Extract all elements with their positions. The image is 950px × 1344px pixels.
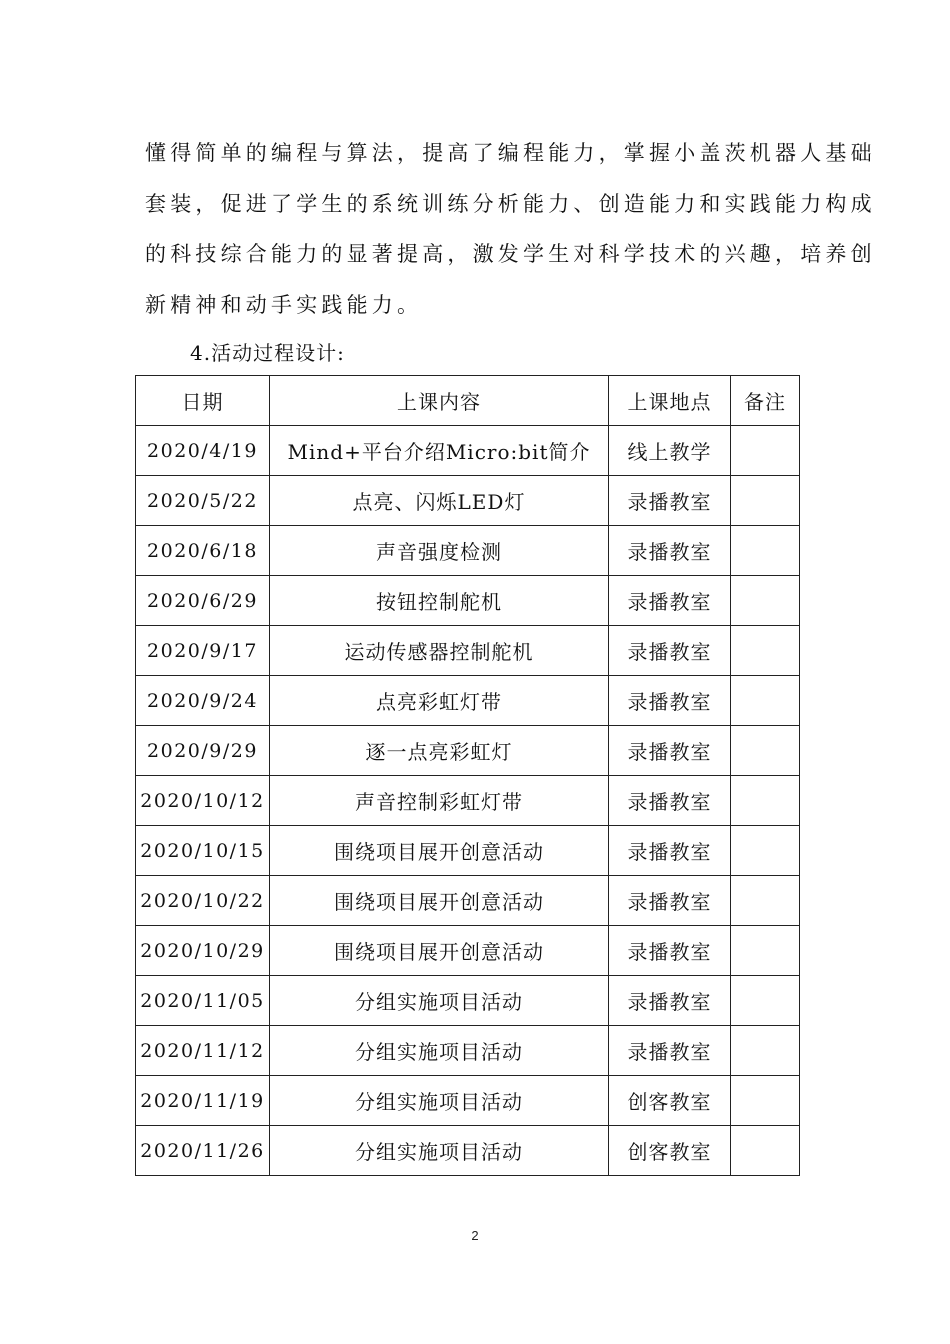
- cell-location: 录播教室: [609, 726, 731, 776]
- cell-content: Mind+平台介绍Micro:bit简介: [270, 426, 609, 476]
- table-row: [136, 1126, 800, 1176]
- cell-note: [731, 576, 800, 626]
- cell-note: [731, 726, 800, 776]
- cell-date: 2020/6/29: [136, 576, 270, 626]
- cell-content: 围绕项目展开创意活动: [270, 926, 609, 976]
- body-paragraph: [145, 128, 876, 330]
- cell-location: 线上教学: [609, 426, 731, 476]
- table-row: [136, 776, 800, 826]
- paragraph-line: 懂得简单的编程与算法，提高了编程能力，掌握小盖茨机器人基础: [145, 141, 876, 165]
- cell-content: 分组实施项目活动: [270, 1126, 609, 1176]
- cell-date: 2020/10/29: [136, 926, 270, 976]
- table-row: [136, 626, 800, 676]
- cell-location: 录播教室: [609, 776, 731, 826]
- table-row: [136, 576, 800, 626]
- cell-date: 2020/10/15: [136, 826, 270, 876]
- cell-content: 运动传感器控制舵机: [270, 626, 609, 676]
- cell-date: 2020/9/24: [136, 676, 270, 726]
- cell-date: 2020/11/12: [136, 1026, 270, 1076]
- header-date: 日期: [136, 376, 270, 426]
- cell-location: 创客教室: [609, 1126, 731, 1176]
- cell-content: 分组实施项目活动: [270, 1076, 609, 1126]
- cell-location: 创客教室: [609, 1076, 731, 1126]
- cell-note: [731, 1076, 800, 1126]
- cell-date: 2020/6/18: [136, 526, 270, 576]
- cell-note: [731, 526, 800, 576]
- table-row: [136, 526, 800, 576]
- page-number: 2: [471, 1228, 479, 1243]
- cell-date: 2020/11/26: [136, 1126, 270, 1176]
- table-row: [136, 876, 800, 926]
- cell-note: [731, 1026, 800, 1076]
- cell-note: [731, 626, 800, 676]
- cell-location: 录播教室: [609, 626, 731, 676]
- cell-date: 2020/9/29: [136, 726, 270, 776]
- cell-note: [731, 976, 800, 1026]
- table-row: [136, 476, 800, 526]
- table-row: [136, 426, 800, 476]
- cell-note: [731, 926, 800, 976]
- table-row: [136, 1076, 800, 1126]
- cell-date: 2020/11/19: [136, 1076, 270, 1126]
- cell-location: 录播教室: [609, 926, 731, 976]
- cell-note: [731, 776, 800, 826]
- cell-content: 点亮彩虹灯带: [270, 676, 609, 726]
- cell-content: 声音控制彩虹灯带: [270, 776, 609, 826]
- cell-content: 逐一点亮彩虹灯: [270, 726, 609, 776]
- table-row: [136, 826, 800, 876]
- cell-location: 录播教室: [609, 876, 731, 926]
- cell-date: 2020/4/19: [136, 426, 270, 476]
- header-note: 备注: [731, 376, 800, 426]
- cell-note: [731, 476, 800, 526]
- table-row: [136, 676, 800, 726]
- cell-note: [731, 826, 800, 876]
- cell-content: 分组实施项目活动: [270, 1026, 609, 1076]
- activity-schedule-table: [135, 375, 800, 1176]
- cell-note: [731, 1126, 800, 1176]
- cell-location: 录播教室: [609, 1026, 731, 1076]
- cell-content: 围绕项目展开创意活动: [270, 826, 609, 876]
- cell-content: 点亮、闪烁LED灯: [270, 476, 609, 526]
- table-body: [136, 426, 800, 1176]
- table-row: [136, 1026, 800, 1076]
- cell-date: 2020/11/05: [136, 976, 270, 1026]
- paragraph-line: 新精神和动手实践能力。: [145, 292, 423, 317]
- cell-content: 分组实施项目活动: [270, 976, 609, 1026]
- cell-note: [731, 426, 800, 476]
- cell-location: 录播教室: [609, 526, 731, 576]
- paragraph-line: 套装，促进了学生的系统训练分析能力、创造能力和实践能力构成: [145, 191, 876, 216]
- cell-date: 2020/10/12: [136, 776, 270, 826]
- table-header-row: [136, 376, 800, 426]
- table-row: [136, 976, 800, 1026]
- cell-note: [731, 876, 800, 926]
- header-content: 上课内容: [270, 376, 609, 426]
- cell-location: 录播教室: [609, 576, 731, 626]
- cell-location: 录播教室: [609, 826, 731, 876]
- cell-location: 录播教室: [609, 976, 731, 1026]
- paragraph-line: 的科技综合能力的显著提高，激发学生对科学技术的兴趣，培养创: [145, 242, 876, 266]
- cell-date: 2020/9/17: [136, 626, 270, 676]
- cell-location: 录播教室: [609, 676, 731, 726]
- cell-content: 围绕项目展开创意活动: [270, 876, 609, 926]
- cell-note: [731, 676, 800, 726]
- section-heading: 4.活动过程设计:: [190, 341, 345, 365]
- cell-location: 录播教室: [609, 476, 731, 526]
- cell-date: 2020/5/22: [136, 476, 270, 526]
- table-row: [136, 926, 800, 976]
- cell-content: 按钮控制舵机: [270, 576, 609, 626]
- table-row: [136, 726, 800, 776]
- cell-content: 声音强度检测: [270, 526, 609, 576]
- cell-date: 2020/10/22: [136, 876, 270, 926]
- header-location: 上课地点: [609, 376, 731, 426]
